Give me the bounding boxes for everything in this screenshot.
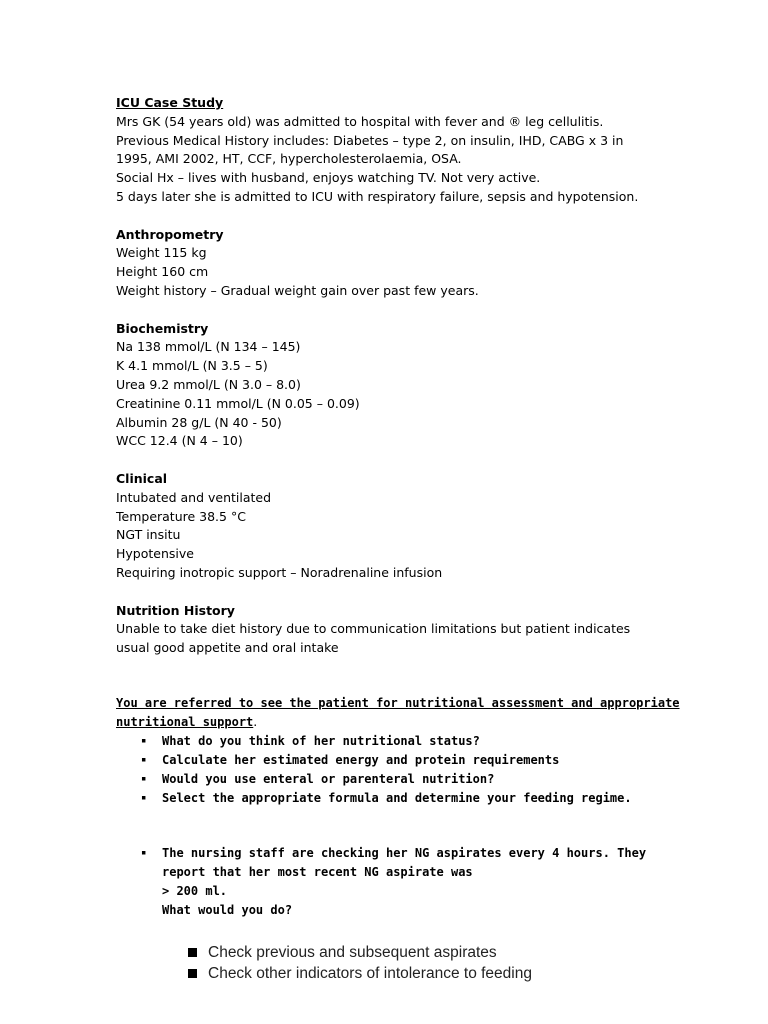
document-page — [116, 94, 680, 984]
clinical-line: Intubated and ventilated — [116, 489, 272, 505]
case-title: ICU Case Study — [116, 95, 224, 110]
question-text: Calculate her estimated energy and protein requirements — [162, 752, 560, 767]
clinical-heading: Clinical — [116, 470, 168, 486]
case-line: 5 days later she is admitted to ICU with respiratory failure, sepsis and hypotension. — [116, 188, 639, 204]
referral-line — [116, 713, 656, 732]
answer-text: Check other indicators of intolerance to feeding — [208, 964, 532, 982]
question-item — [116, 789, 656, 808]
biochemistry-heading: Biochemistry — [116, 320, 209, 336]
biochemistry-line: Na 138 mmol/L (N 134 – 145) — [116, 339, 301, 355]
biochemistry-line: Albumin 28 g/L (N 40 - 50) — [116, 414, 282, 430]
question-item — [116, 751, 656, 770]
bullet-icon: ▪ — [141, 847, 147, 858]
referral-emphasis: nutritional support — [116, 714, 254, 729]
question-text: Would you use enteral or parenteral nutrition? — [162, 771, 495, 786]
bullet-icon: ▪ — [141, 792, 147, 803]
question-item — [116, 770, 656, 789]
aspirate-line: report that her most recent NG aspirate was — [162, 864, 473, 879]
biochemistry-line: WCC 12.4 (N 4 – 10) — [116, 433, 243, 449]
anthropometry-heading: Anthropometry — [116, 226, 224, 242]
bullet-icon: ▪ — [141, 773, 147, 784]
referral-line: You are referred to see the patient for nutritional assessment and appropriate — [116, 695, 680, 710]
nutrition-history-heading: Nutrition History — [116, 602, 235, 618]
question-item — [116, 844, 656, 920]
bullet-icon: ▪ — [141, 754, 147, 765]
bullet-icon: ▪ — [141, 735, 147, 746]
question-item — [116, 732, 656, 751]
aspirate-line: What would you do? — [162, 902, 293, 917]
biochemistry-line: K 4.1 mmol/L (N 3.5 – 5) — [116, 358, 268, 374]
anthropometry-line: Height 160 cm — [116, 264, 209, 280]
square-bullet-icon — [188, 969, 197, 978]
clinical-line: Hypotensive — [116, 546, 194, 562]
anthropometry-line: Weight 115 kg — [116, 245, 207, 261]
referral-suffix: . — [253, 713, 258, 729]
question-text: What do you think of her nutritional status? — [162, 733, 480, 748]
case-line: Social Hx – lives with husband, enjoys watching TV. Not very active. — [116, 170, 541, 186]
answer-item — [116, 963, 656, 984]
case-line: 1995, AMI 2002, HT, CCF, hypercholesterolaemia, OSA. — [116, 151, 462, 167]
answer-list — [116, 942, 656, 984]
square-bullet-icon — [188, 948, 197, 957]
answer-item — [116, 942, 656, 963]
clinical-line: Requiring inotropic support – Noradrenaline infusion — [116, 564, 443, 580]
aspirate-question — [116, 844, 656, 920]
case-line: Previous Medical History includes: Diabetes – type 2, on insulin, IHD, CABG x 3 in — [116, 132, 624, 148]
clinical-line: Temperature 38.5 °C — [116, 508, 246, 524]
case-line: Mrs GK (54 years old) was admitted to hospital with fever and ® leg cellulitis. — [116, 113, 604, 129]
nutrition-history-line: Unable to take diet history due to communication limitations but patient indicates — [116, 621, 631, 637]
biochemistry-line: Creatinine 0.11 mmol/L (N 0.05 – 0.09) — [116, 395, 360, 411]
answer-text: Check previous and subsequent aspirates — [208, 943, 497, 961]
nutrition-history-line: usual good appetite and oral intake — [116, 640, 339, 656]
anthropometry-line: Weight history – Gradual weight gain over past few years. — [116, 282, 479, 298]
biochemistry-line: Urea 9.2 mmol/L (N 3.0 – 8.0) — [116, 376, 301, 392]
aspirate-line: > 200 ml. — [162, 883, 228, 898]
question-list — [116, 732, 656, 808]
question-text: Select the appropriate formula and determine your feeding regime. — [162, 790, 632, 805]
aspirate-line: The nursing staff are checking her NG aspirates every 4 hours. They — [162, 845, 647, 860]
clinical-line: NGT insitu — [116, 527, 181, 543]
